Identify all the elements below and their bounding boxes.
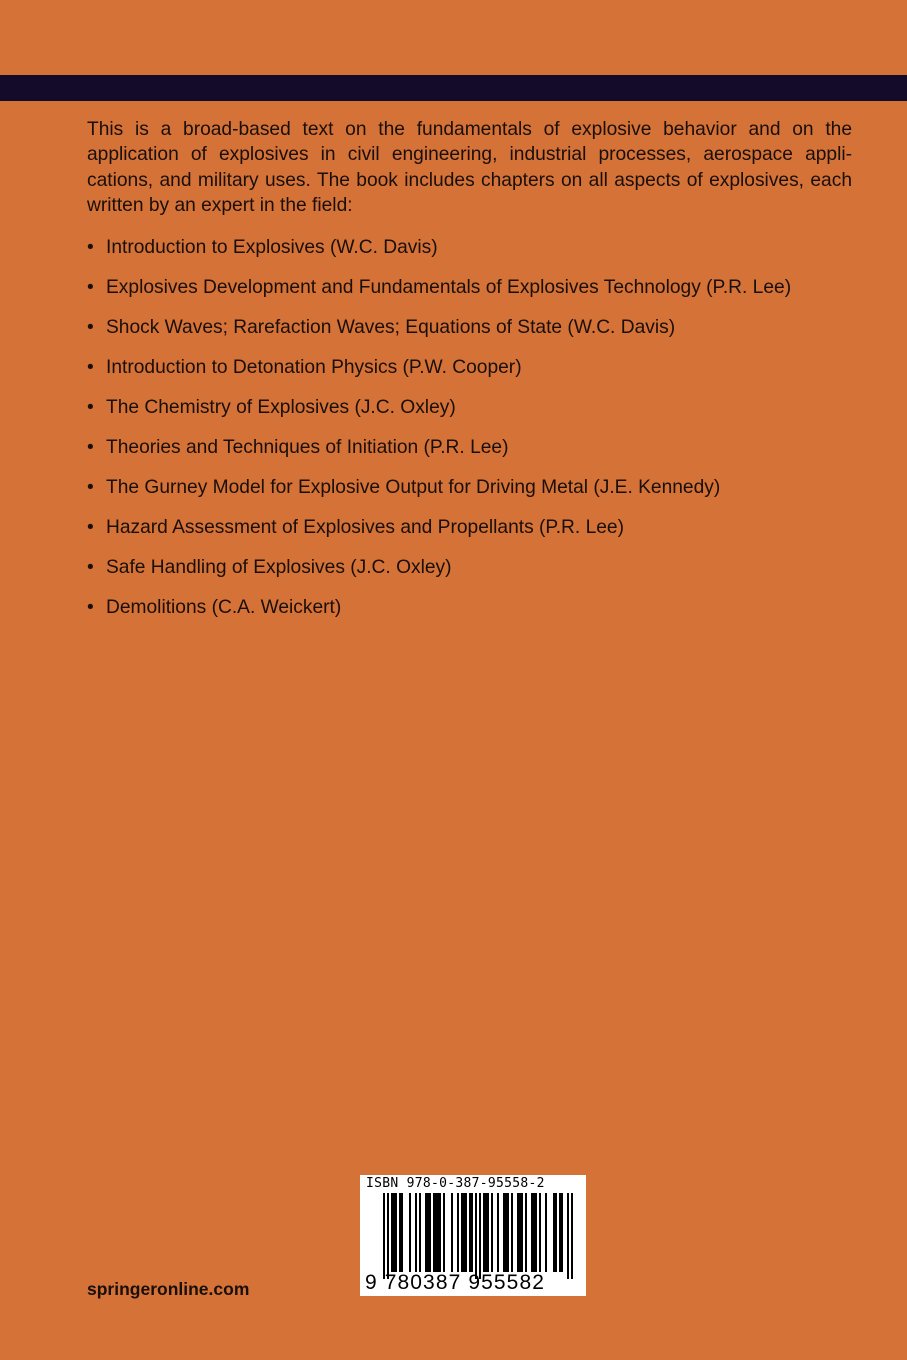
barcode-bar xyxy=(487,1193,489,1272)
barcode-bar xyxy=(415,1193,417,1272)
chapter-title: Hazard Assessment of Explosives and Propellants (P.R. Lee) xyxy=(106,517,624,538)
barcode-bar xyxy=(483,1193,485,1272)
barcode-bar xyxy=(443,1193,445,1272)
list-item xyxy=(87,275,887,315)
barcode-bar xyxy=(387,1193,389,1279)
list-item xyxy=(87,595,887,635)
chapter-title: The Chemistry of Explosives (J.C. Oxley) xyxy=(106,397,456,418)
barcode-bar xyxy=(507,1193,509,1272)
bullet-icon: • xyxy=(87,557,94,578)
barcode-bar xyxy=(391,1193,393,1272)
barcode-bar xyxy=(497,1193,499,1272)
bullet-icon: • xyxy=(87,277,94,298)
barcode-bar xyxy=(395,1193,397,1272)
barcode-bar xyxy=(461,1193,463,1272)
barcode-bar xyxy=(429,1193,431,1272)
bullet-icon: • xyxy=(87,597,94,618)
description-paragraph: This is a broad-based text on the fundamentals of explosive behavior and on the application of explosives in civil engineering, industrial processes, aerospace appli-cations, and military uses. The book includes chapters on all aspects of explosives, each written by an expert in the field: xyxy=(87,119,852,216)
list-item xyxy=(87,555,887,595)
bullet-icon: • xyxy=(87,317,94,338)
list-item xyxy=(87,355,887,395)
barcode-bar xyxy=(425,1193,427,1272)
barcode-bar xyxy=(427,1193,429,1272)
isbn-barcode xyxy=(360,1175,586,1296)
chapter-title: The Gurney Model for Explosive Output for Driving Metal (J.E. Kennedy) xyxy=(106,477,721,498)
barcode-bar xyxy=(505,1193,507,1272)
barcode-bar xyxy=(561,1193,563,1272)
barcode-bar xyxy=(463,1193,465,1272)
barcode-bar xyxy=(531,1193,533,1272)
barcode-bar xyxy=(471,1193,473,1272)
barcode-bar xyxy=(519,1193,521,1272)
barcode-bar xyxy=(553,1193,555,1272)
barcode-bar xyxy=(571,1193,573,1279)
list-item xyxy=(87,435,887,475)
bullet-icon: • xyxy=(87,517,94,538)
barcode-bar xyxy=(485,1193,487,1272)
bullet-icon: • xyxy=(87,477,94,498)
barcode-bar xyxy=(399,1193,401,1272)
barcode-bar xyxy=(409,1193,411,1272)
barcode-bar xyxy=(469,1193,471,1272)
isbn-label: ISBN 978-0-387-95558-2 xyxy=(366,1176,545,1191)
list-item xyxy=(87,235,887,275)
chapter-title: Theories and Techniques of Initiation (P.R. Lee) xyxy=(106,437,509,458)
bullet-icon: • xyxy=(87,237,94,258)
chapter-title: Introduction to Explosives (W.C. Davis) xyxy=(106,237,438,258)
barcode-bar xyxy=(433,1193,435,1272)
chapter-title: Safe Handling of Explosives (J.C. Oxley) xyxy=(106,557,452,578)
barcode-bar xyxy=(525,1193,527,1272)
list-item xyxy=(87,315,887,355)
chapter-title: Demolitions (C.A. Weickert) xyxy=(106,597,342,618)
bullet-icon: • xyxy=(87,397,94,418)
chapter-title: Introduction to Detonation Physics (P.W. Cooper) xyxy=(106,357,522,378)
list-item xyxy=(87,395,887,435)
barcode-bar xyxy=(567,1193,569,1279)
barcode-bar xyxy=(555,1193,557,1272)
chapter-list xyxy=(87,235,887,635)
barcode-bar xyxy=(437,1193,439,1272)
barcode-bar xyxy=(545,1193,547,1272)
publisher-url[interactable]: springeronline.com xyxy=(87,1279,250,1299)
barcode-bar xyxy=(511,1193,513,1272)
barcode-bar xyxy=(435,1193,437,1272)
chapter-title: Explosives Development and Fundamentals of Explosives Technology (P.R. Lee) xyxy=(106,277,792,298)
chapter-title: Shock Waves; Rarefaction Waves; Equations of State (W.C. Davis) xyxy=(106,317,676,338)
ean-digits: 9 780387 955582 xyxy=(365,1271,545,1294)
barcode-bar xyxy=(401,1193,403,1272)
barcode-bar xyxy=(393,1193,395,1272)
barcode-bar xyxy=(383,1193,385,1279)
barcode-bar xyxy=(521,1193,523,1272)
list-item xyxy=(87,475,887,515)
barcode-bar xyxy=(491,1193,493,1272)
barcode-bar xyxy=(503,1193,505,1272)
barcode-bar xyxy=(439,1193,441,1272)
barcode-bar xyxy=(533,1193,535,1272)
barcode-bar xyxy=(451,1193,453,1272)
list-item xyxy=(87,515,887,555)
barcode-bar xyxy=(517,1193,519,1272)
barcode-bar xyxy=(479,1193,481,1279)
barcode-bar xyxy=(457,1193,459,1272)
top-color-band xyxy=(0,75,907,101)
bullet-icon: • xyxy=(87,357,94,378)
barcode-bar xyxy=(535,1193,537,1272)
barcode-bar xyxy=(419,1193,421,1272)
barcode-bar xyxy=(475,1193,477,1279)
barcode-bar xyxy=(465,1193,467,1272)
barcode-bar xyxy=(539,1193,541,1272)
barcode-bar xyxy=(559,1193,561,1272)
bullet-icon: • xyxy=(87,437,94,458)
